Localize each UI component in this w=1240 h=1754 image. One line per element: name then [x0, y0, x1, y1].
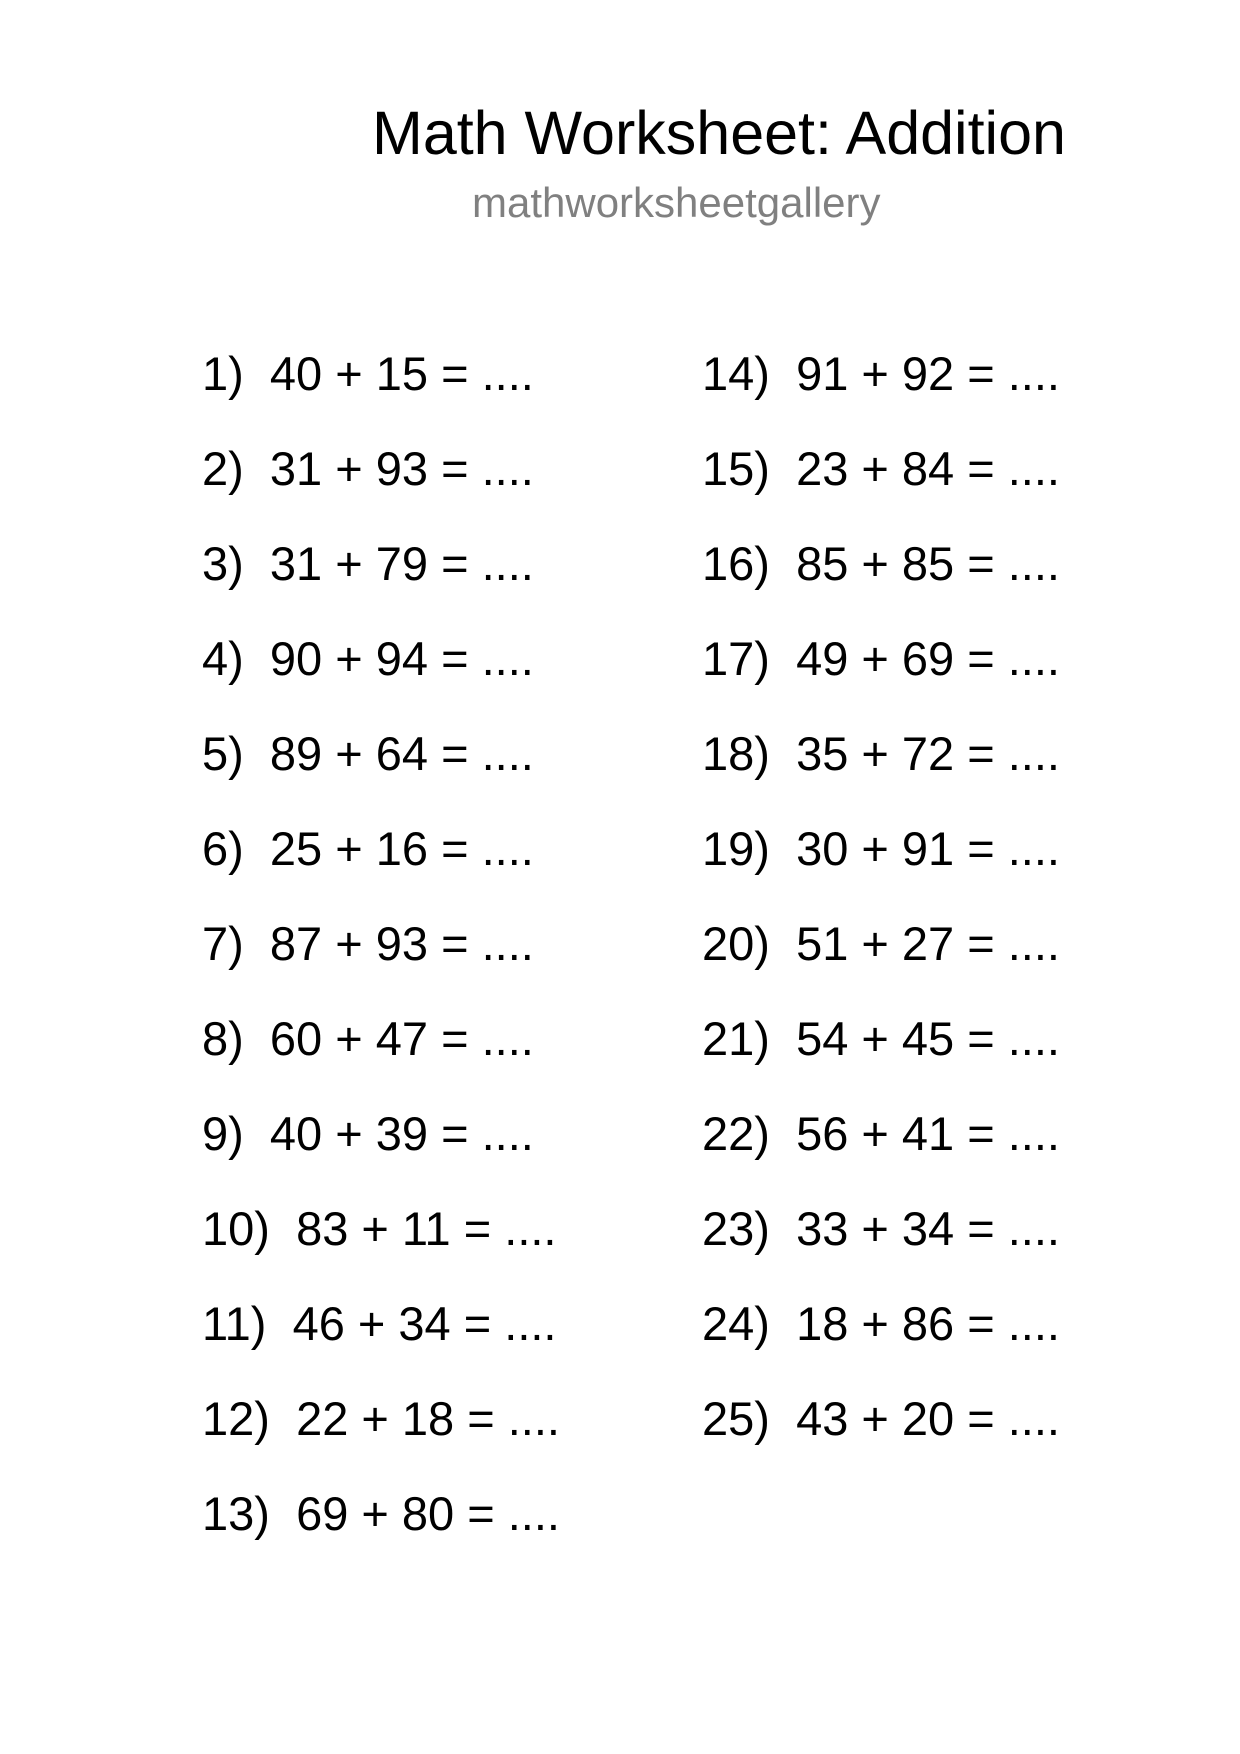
problem-item — [702, 537, 1060, 591]
problem-expression: 30 + 91 = .... — [796, 822, 1060, 875]
problem-number: 2) — [202, 442, 244, 495]
problem-item — [702, 727, 1060, 781]
problem-number: 20) — [702, 917, 770, 970]
problem-item — [702, 1297, 1060, 1351]
problem-expression: 18 + 86 = .... — [796, 1297, 1060, 1350]
problem-expression: 40 + 39 = .... — [269, 1107, 534, 1160]
problem-item — [202, 1297, 557, 1351]
problem-expression: 85 + 85 = .... — [796, 537, 1060, 590]
problem-item — [702, 822, 1060, 876]
problem-item — [702, 442, 1060, 496]
problem-item — [202, 442, 534, 496]
worksheet-title: Math Worksheet: Addition — [372, 99, 1066, 167]
problem-expression: 49 + 69 = .... — [796, 632, 1060, 685]
problem-expression: 23 + 84 = .... — [796, 442, 1060, 495]
problem-number: 18) — [702, 727, 770, 780]
problem-number: 19) — [702, 822, 770, 875]
problem-number: 1) — [202, 347, 244, 400]
problem-expression: 22 + 18 = .... — [296, 1392, 560, 1445]
problem-number: 8) — [202, 1012, 244, 1065]
problem-number: 13) — [202, 1487, 270, 1540]
problem-expression: 33 + 34 = .... — [796, 1202, 1060, 1255]
problem-item — [202, 1392, 560, 1446]
problem-expression: 91 + 92 = .... — [796, 347, 1060, 400]
problem-item — [202, 1487, 560, 1541]
problem-item — [702, 1202, 1060, 1256]
problem-number: 12) — [202, 1392, 270, 1445]
problem-item — [202, 822, 534, 876]
problem-number: 9) — [202, 1107, 244, 1160]
problem-expression: 69 + 80 = .... — [296, 1487, 560, 1540]
problem-item — [202, 1202, 557, 1256]
problem-expression: 90 + 94 = .... — [269, 632, 534, 685]
problem-item — [202, 727, 534, 781]
problem-item — [202, 632, 534, 686]
problem-number: 4) — [202, 632, 244, 685]
problem-number: 10) — [202, 1202, 270, 1255]
problem-expression: 40 + 15 = .... — [269, 347, 534, 400]
problem-item — [702, 347, 1060, 401]
problem-expression: 25 + 16 = .... — [269, 822, 534, 875]
problem-expression: 60 + 47 = .... — [269, 1012, 534, 1065]
problem-item — [202, 537, 534, 591]
problem-expression: 46 + 34 = .... — [292, 1297, 557, 1350]
problem-number: 3) — [202, 537, 244, 590]
problem-expression: 43 + 20 = .... — [796, 1392, 1060, 1445]
problem-number: 17) — [702, 632, 770, 685]
problem-expression: 54 + 45 = .... — [796, 1012, 1060, 1065]
problem-item — [702, 1107, 1060, 1161]
problem-item — [202, 1012, 534, 1066]
problem-expression: 89 + 64 = .... — [269, 727, 534, 780]
problem-number: 11) — [202, 1297, 267, 1350]
problem-number: 14) — [702, 347, 770, 400]
problem-item — [202, 1107, 534, 1161]
problem-expression: 83 + 11 = .... — [296, 1202, 557, 1255]
problem-number: 5) — [202, 727, 244, 780]
problem-number: 23) — [702, 1202, 770, 1255]
problem-item — [702, 1012, 1060, 1066]
problem-item — [702, 632, 1060, 686]
problem-number: 7) — [202, 917, 244, 970]
problem-number: 25) — [702, 1392, 770, 1445]
worksheet-source: mathworksheetgallery — [472, 179, 881, 226]
problem-expression: 56 + 41 = .... — [796, 1107, 1060, 1160]
problem-expression: 31 + 93 = .... — [269, 442, 534, 495]
problem-expression: 87 + 93 = .... — [269, 917, 534, 970]
problem-item — [202, 347, 534, 401]
problem-number: 16) — [702, 537, 770, 590]
problem-item — [202, 917, 534, 971]
problem-expression: 51 + 27 = .... — [796, 917, 1060, 970]
problem-number: 22) — [702, 1107, 770, 1160]
problem-number: 15) — [702, 442, 770, 495]
problem-expression: 31 + 79 = .... — [269, 537, 534, 590]
problem-number: 21) — [702, 1012, 770, 1065]
problem-item — [702, 1392, 1060, 1446]
problem-number: 24) — [702, 1297, 770, 1350]
problem-item — [702, 917, 1060, 971]
problem-expression: 35 + 72 = .... — [796, 727, 1060, 780]
problem-number: 6) — [202, 822, 244, 875]
